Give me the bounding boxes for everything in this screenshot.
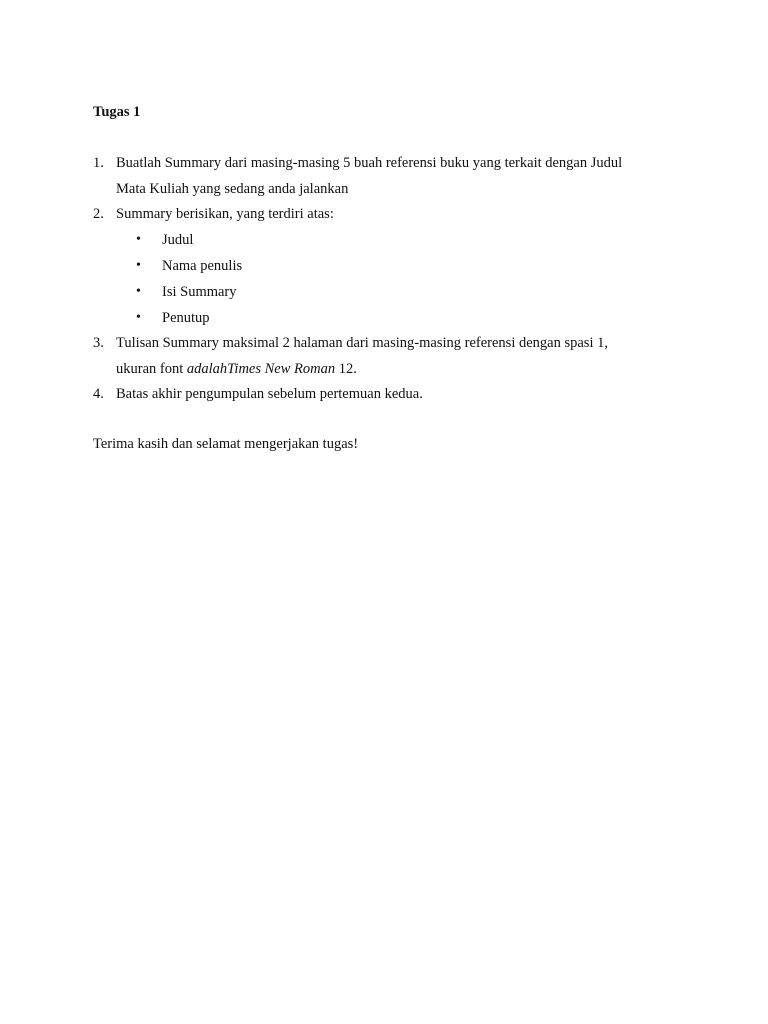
bullet-icon: • <box>136 258 141 273</box>
item-3-line-2 <box>116 360 357 378</box>
item-1-line-1: Buatlah Summary dari masing-masing 5 buah referensi buku yang terkait dengan Judul <box>116 155 623 171</box>
bullet-item-judul: Judul <box>162 232 194 248</box>
item-number-3: 3. <box>93 335 104 351</box>
item-3-line-2-suffix: 12. <box>335 361 357 377</box>
item-3-line-2-prefix: ukuran font <box>116 361 187 377</box>
bullet-icon: • <box>136 310 141 325</box>
item-2-line-1: Summary berisikan, yang terdiri atas: <box>116 206 334 222</box>
bullet-icon: • <box>136 232 141 247</box>
font-name-italic: adalahTimes New Roman <box>186 361 336 377</box>
bullet-icon: • <box>136 284 141 299</box>
item-4-line-1: Batas akhir pengumpulan sebelum pertemuan kedua. <box>116 386 423 402</box>
closing-text: Terima kasih dan selamat mengerjakan tugas! <box>93 436 359 452</box>
bullet-item-nama-penulis: Nama penulis <box>162 258 243 274</box>
document-title: Tugas 1 <box>93 104 141 120</box>
item-number-2: 2. <box>93 206 104 222</box>
item-1-line-2: Mata Kuliah yang sedang anda jalankan <box>116 181 349 197</box>
bullet-item-penutup: Penutup <box>162 310 210 326</box>
bullet-item-isi-summary: Isi Summary <box>162 284 237 300</box>
item-3-line-1: Tulisan Summary maksimal 2 halaman dari masing-masing referensi dengan spasi 1, <box>116 335 608 351</box>
item-number-1: 1. <box>93 155 104 171</box>
item-number-4: 4. <box>93 386 104 402</box>
